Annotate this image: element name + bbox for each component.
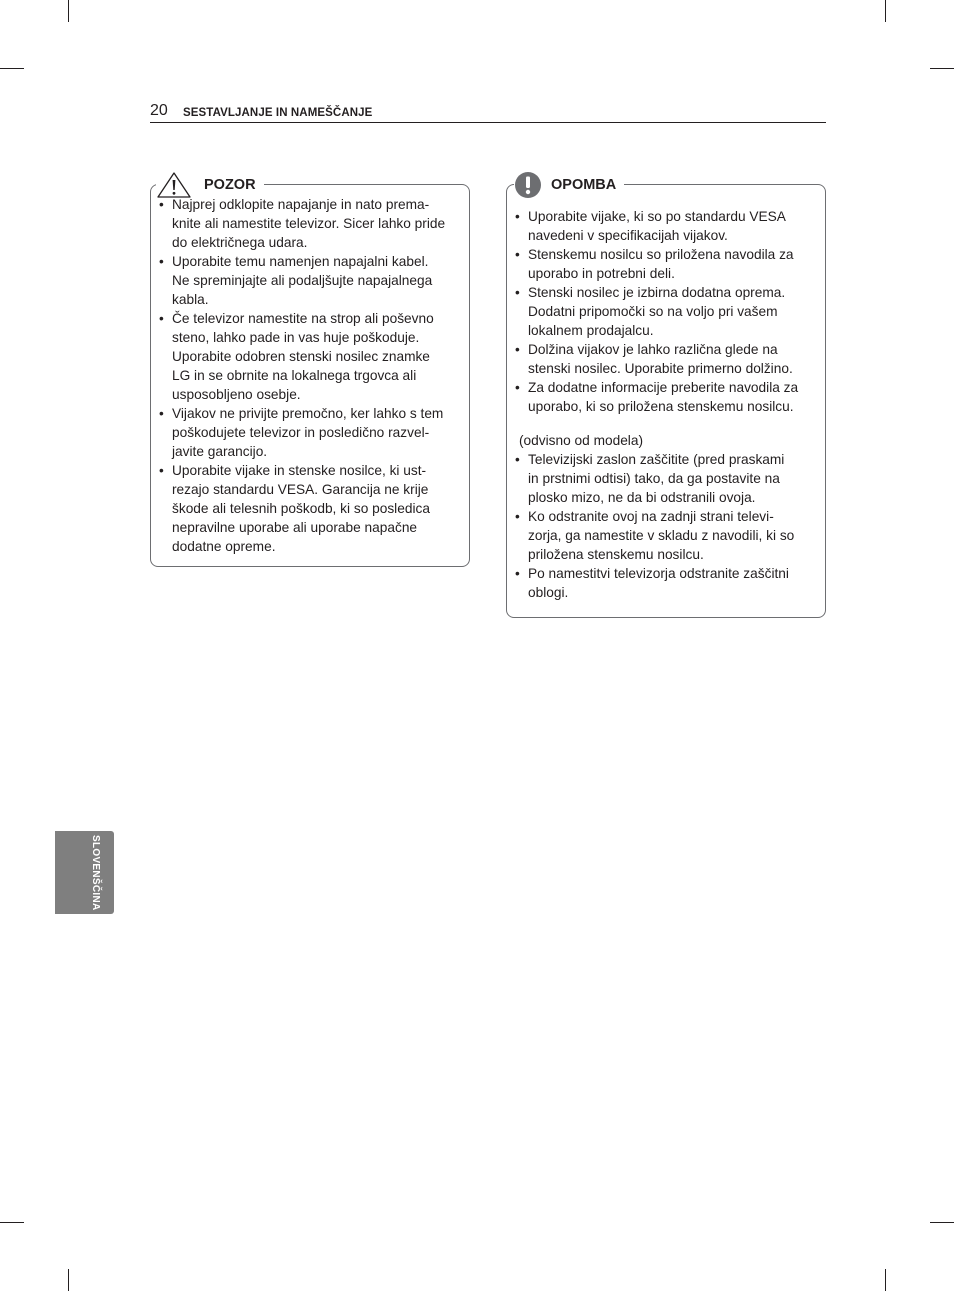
list-item: • Televizijski zaslon zaščitite (pred praskami in prstnimi odtisi) tako, da ga postavite na plosko mizo, ne da bi odstranili ovoja. bbox=[514, 450, 817, 507]
caution-body bbox=[158, 195, 461, 556]
section-title: SESTAVLJANJE IN NAMEŠČANJE bbox=[183, 107, 373, 119]
list-item: • Uporabite temu namenjen napajalni kabel. Ne spreminjajte ali podaljšujte napajalnega kabla. bbox=[158, 252, 461, 309]
model-note: (odvisno od modela) bbox=[519, 433, 644, 448]
list-item: • Vijakov ne privijte premočno, ker lahko s tem poškodujete televizor in posledično razvel- javite garancijo. bbox=[158, 404, 461, 461]
crop-mark bbox=[930, 1222, 954, 1223]
page-number: 20 bbox=[150, 102, 168, 119]
page-header bbox=[150, 101, 826, 123]
caution-label: POZOR bbox=[204, 177, 256, 193]
list-item: • Najprej odklopite napajanje in nato prema- knite ali namestite televizor. Sicer lahko pride do električnega udara. bbox=[158, 195, 461, 252]
crop-mark bbox=[885, 0, 886, 22]
language-tab bbox=[55, 831, 114, 914]
crop-mark bbox=[885, 1269, 886, 1291]
caution-list bbox=[158, 195, 461, 556]
language-tab-label: SLOVENŠČINA bbox=[90, 835, 101, 911]
note-label: OPOMBA bbox=[551, 177, 617, 193]
crop-mark bbox=[930, 68, 954, 69]
caution-header bbox=[156, 173, 264, 197]
list-item: • Po namestitvi televizorja odstranite zaščitni oblogi. bbox=[514, 564, 817, 602]
crop-mark bbox=[0, 1222, 24, 1223]
list-item: • Ko odstranite ovoj na zadnji strani televi- zorja, ga namestite v skladu z navodili, ki so priložena stenskemu nosilcu. bbox=[514, 507, 817, 564]
list-item: • Dolžina vijakov je lahko različna glede na stenski nosilec. Uporabite primerno dolžino. bbox=[514, 340, 817, 378]
crop-mark bbox=[68, 1269, 69, 1291]
note-box bbox=[506, 177, 826, 618]
crop-mark bbox=[0, 68, 24, 69]
crop-mark bbox=[68, 0, 69, 22]
model-list bbox=[514, 450, 817, 602]
caution-box bbox=[150, 177, 470, 567]
note-list bbox=[514, 207, 817, 416]
exclamation-circle-icon bbox=[514, 171, 542, 199]
note-body bbox=[514, 207, 817, 602]
list-item: • Za dodatne informacije preberite navodila za uporabo, ki so priložena stenskemu nosilcu. bbox=[514, 378, 817, 416]
list-item: • Če televizor namestite na strop ali poševno steno, lahko pade in vas huje poškoduje. Uporabite odobren stenski nosilec znamke LG in se obrnite na lokalnega trgovca ali usposobljeno osebje. bbox=[158, 309, 461, 404]
note-header bbox=[514, 173, 624, 197]
list-item: • Stenski nosilec je izbirna dodatna oprema. Dodatni pripomočki so na voljo pri vašem lokalnem prodajalcu. bbox=[514, 283, 817, 340]
list-item: • Uporabite vijake, ki so po standardu VESA navedeni v specifikacijah vijakov. bbox=[514, 207, 817, 245]
list-item: • Stenskemu nosilcu so priložena navodila za uporabo in potrebni deli. bbox=[514, 245, 817, 283]
list-item: • Uporabite vijake in stenske nosilce, ki ust- rezajo standardu VESA. Garancija ne krije škode ali telesnih poškodb, ki so posledica nepravilne uporabe ali uporabe napačne dodatne opreme. bbox=[158, 461, 461, 556]
